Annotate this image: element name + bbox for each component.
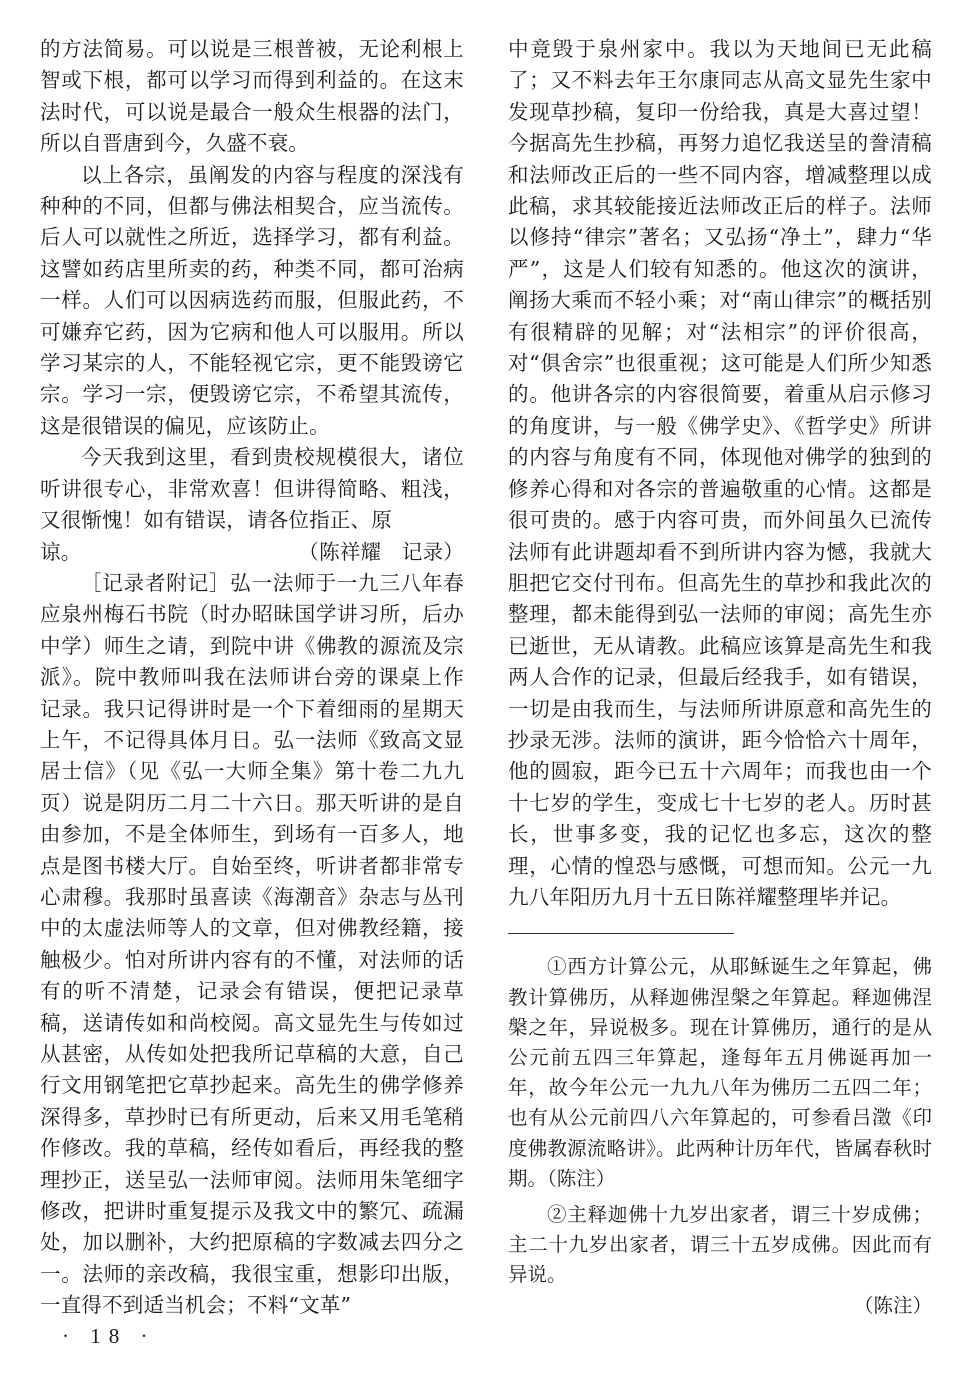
footnote-2 bbox=[508, 1200, 932, 1321]
postscript-continued-paragraph: 中竟毁于泉州家中。我以为天地间已无此稿了；又不料去年王尔康同志从高文显先生家中发现草抄稿，复印一份给我，真是大喜过望！今据高先生抄稿，再努力追忆我送呈的誊清稿和法师改正后的一些不同内容，增减整理以成此稿，求其较能接近法师改正后的样子。法师以修持“律宗”著名；又弘扬“净土”，肆力“华严”，这是人们较有知悉的。他这次的演讲，阐扬大乘而不轻小乘；对“南山律宗”的概括别有很精辟的见解；对“法相宗”的评价很高，对“俱舍宗”也很重视；这可能是人们所少知悉的。他讲各宗的内容很简要，着重从启示修习的角度讲，与一般《佛学史》、《哲学史》所讲的内容与角度有不同，体现他对佛学的独到的修养心得和对各宗的普遍敬重的心情。这都是很可贵的。感于内容可贵，而外间虽久已流传法师有此讲题却看不到所讲内容为憾，我就大胆把它交付刊布。但高先生的草抄和我此次的整理，都未能得到弘一法师的审阅；高先生亦已逝世，无从请教。此稿应该算是高先生和我两人合作的记录，但最后经我手，如有错误，一切是由我而生，与法师所讲原意和高先生的抄录无涉。法师的演讲，距今恰恰六十周年，他的圆寂，距今已五十六周年；而我也由一个十七岁的学生，变成七十七岁的老人。历时甚长，世事多变，我的记忆也多忘，这次的整理，心情的惶恐与感慨，可想而知。公元一九九八年阳历九月十五日陈祥耀整理毕并记。 bbox=[508, 37, 932, 909]
page-number: · 18 · bbox=[62, 1324, 156, 1348]
body-paragraph-schools-summary: 以上各宗，虽阐发的内容与程度的深浅有种种的不同，但都与佛法相契合，应当流传。后人可以就性之所近，选择学习，都有利益。这譬如药店里所卖的药，种类不同，都可治病一样。人们可以因病选药而服，但服此药，不可嫌弃它药，因为它病和他人可以服用。所以学习某宗的人，不能轻视它宗，更不能毁谤它宗。学习一宗，便毁谤它宗，不希望其流传，这是很错误的偏见，应该防止。 bbox=[40, 162, 464, 438]
closing-remarks-text: 今天我到这里，看到贵校规模很大，诸位听讲很专心，非常欢喜！但讲得简略、粗浅，又很惭愧！如有错误，请各位指正、原 bbox=[40, 445, 464, 533]
right-column bbox=[508, 34, 932, 1327]
footnote-divider bbox=[508, 933, 734, 934]
left-column bbox=[40, 34, 464, 1322]
recorder-signature: （陈祥耀 记录） bbox=[298, 539, 464, 564]
body-paragraph-closing-remarks bbox=[40, 442, 464, 536]
closing-signature-line bbox=[40, 537, 464, 568]
closing-remarks-end: 谅。 bbox=[40, 539, 82, 564]
body-paragraph-continued: 的方法简易。可以说是三根普被，无论利根上智或下根，都可以学习而得到利益的。在这末法时代，可以说是最合一般众生根器的法门，所以自晋唐到今，久盛不衰。 bbox=[40, 37, 464, 156]
footnote-2-text: ②主释迦佛十九岁出家者，谓三十岁成佛；主二十九岁出家者，谓三十五岁成佛。因此而有异说。 bbox=[508, 1203, 932, 1287]
footnote-1: ①西方计算公元，从耶稣诞生之年算起，佛教计算佛历，从释迦佛涅槃之年算起。释迦佛涅槃之年，异说极多。现在计算佛历，通行的是从公元前五四三年算起，逢每年五月佛诞再加一年，故今年公元一九九八年为佛历二五四二年；也有从公元前四八六年算起的，可参看吕澂《印度佛教源流略讲》。此两种计历年代，皆属春秋时期。（陈注） bbox=[508, 955, 932, 1190]
recorder-postscript-paragraph: ［记录者附记］弘一法师于一九三八年春应泉州梅石书院（时办昭昧国学讲习所，后办中学）师生之请，到院中讲《佛教的源流及宗派》。院中教师叫我在法师讲台旁的课桌上作记录。我只记得讲时是一个下着细雨的星期天上午，不记得具体月日。弘一法师《致高文显居士信》（见《弘一大师全集》第十卷二九九页）说是阴历二月二十六日。那天听讲的是自由参加，不是全体师生，到场有一百多人，地点是图书楼大厅。自始至终，听讲者都非常专心肃穆。我那时虽喜读《海潮音》杂志与丛刊中的太虚法师等人的文章，但对佛教经籍，接触极少。怕对所讲内容有的不懂，对法师的话有的听不清楚，记录会有错误，便把记录草稿，送请传如和尚校阅。高文显先生与传如过从甚密，从传如处把我所记草稿的大意，自己行文用钢笔把它草抄起来。高先生的佛学修养深得多，草抄时已有所更动，后来又用毛笔稍作修改。我的草稿，经传如看后，再经我的整理抄正，送呈弘一法师审阅。法师用朱笔细字修改，把讲时重复提示及我文中的繁冗、疏漏处，加以删补，大约把原稿的字数减去四分之一。法师的亲改稿，我很宝重，想影印出版，一直得不到适当机会；不料“文革” bbox=[40, 570, 464, 1318]
footnote-2-signature: （陈注） bbox=[853, 1293, 932, 1317]
